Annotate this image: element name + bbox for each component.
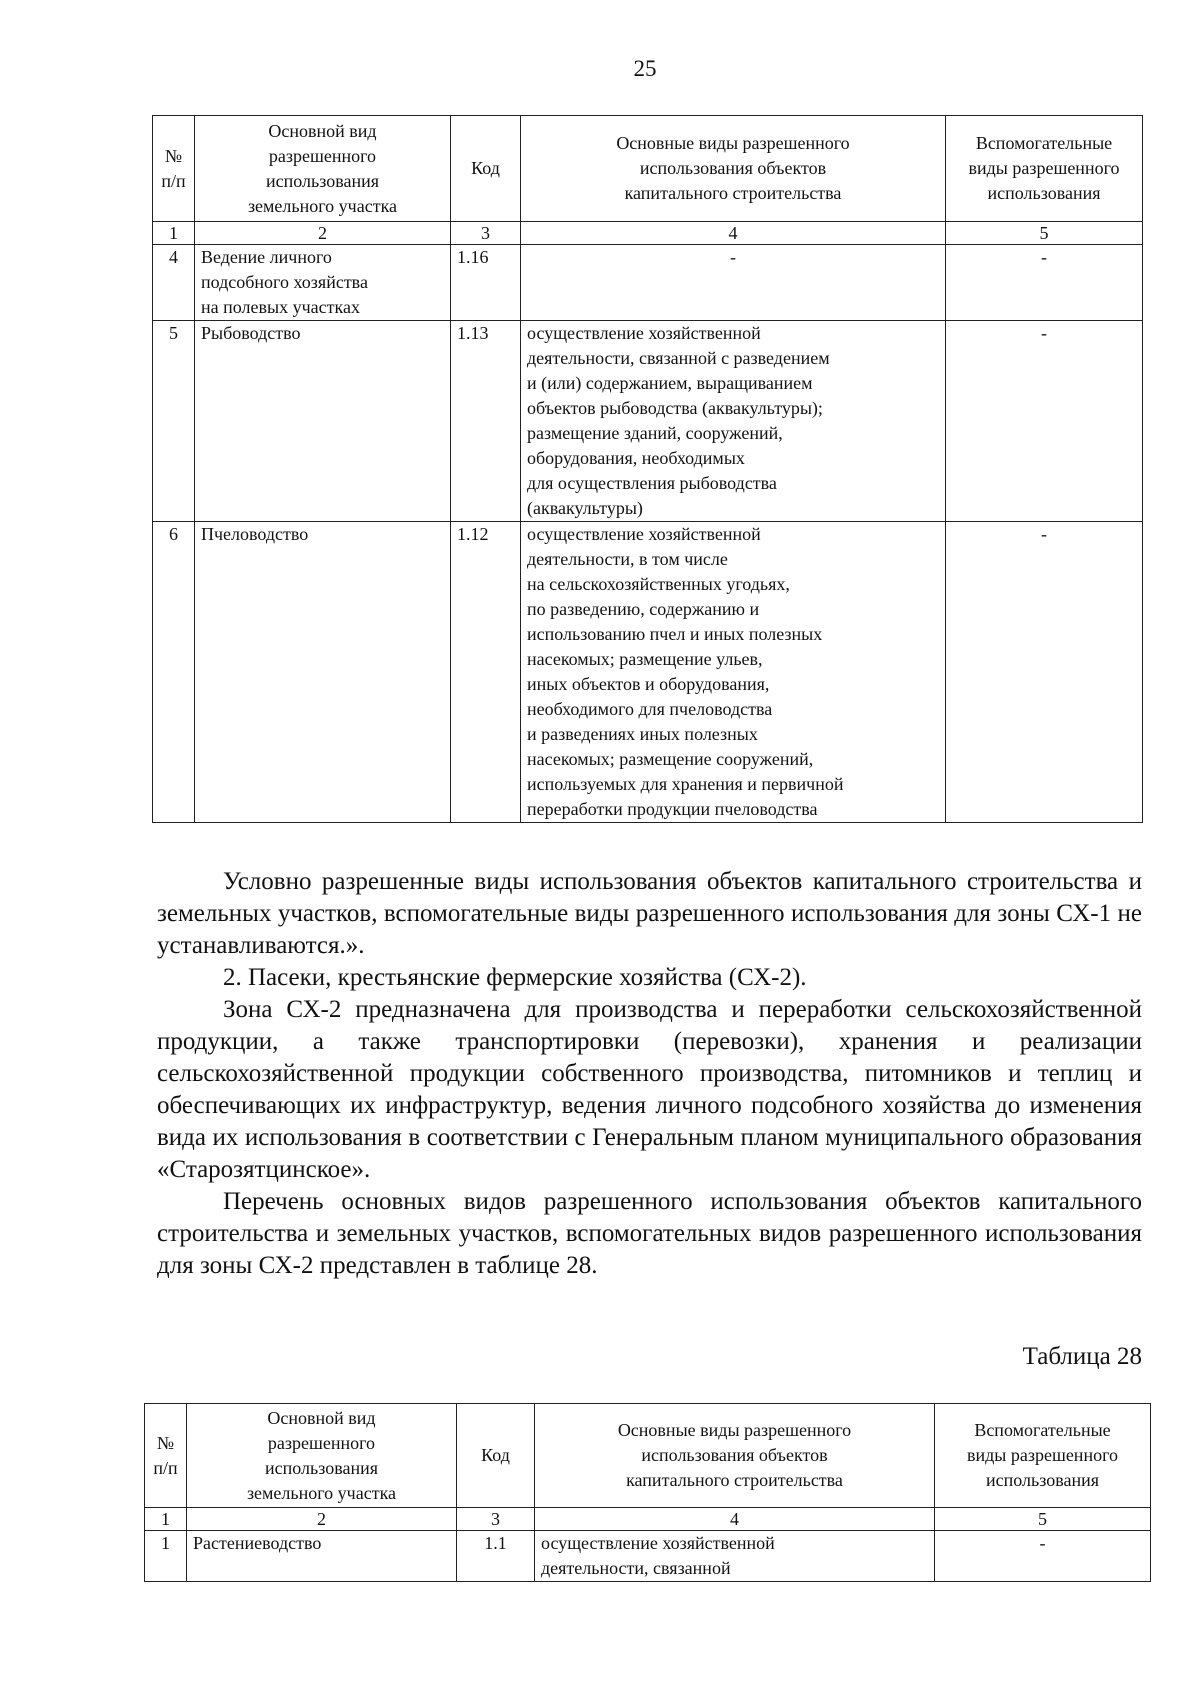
paragraph-zone-title: 2. Пасеки, крестьянские фермерские хозяйства (СХ-2). (223, 964, 807, 991)
header-number: № п/п (145, 1404, 187, 1508)
column-number: 2 (187, 1508, 457, 1531)
use-code: 1.16 (451, 245, 521, 321)
table-row (153, 522, 1143, 823)
paragraph-zone-description: Зона СХ-2 предназначена для производства и переработки сельскохозяйственной продукции, а также транспортировки (перевозки), хранения и реализации сельскохозяйственной продукции собственного производства, питомников и теплиц и обеспечивающих их инфраструктур, ведения личного подсобного хозяйства до изменения вида их использования в соответствии с Генеральным планом муниципального образования «Старозятцинское». (157, 996, 1142, 1183)
land-use-name: Растениеводство (187, 1531, 457, 1582)
header-land-use-type: Основной вид разрешенного использования земельного участка (195, 116, 451, 222)
table-caption: Таблица 28 (1022, 1343, 1142, 1370)
row-number: 4 (153, 245, 195, 321)
column-number-row (145, 1508, 1151, 1531)
auxiliary-uses: - (946, 245, 1143, 321)
use-code: 1.12 (451, 522, 521, 823)
row-number: 1 (145, 1531, 187, 1582)
main-uses: осуществление хозяйственной деятельности, в том числе на сельскохозяйственных угодьях, по разведению, содержанию и использованию пчел и иных полезных насекомых; размещение ульев, иных объектов и оборудования, необходимого для пчеловодства и разведениях иных полезных насекомых; размещение сооружений, используемых для хранения и первичной переработки продукции пчеловодства (521, 522, 946, 823)
row-number: 6 (153, 522, 195, 823)
table-row (153, 245, 1143, 321)
paragraph-conditional-uses: Условно разрешенные виды использования объектов капитального строительства и земельных участков, вспомогательные виды разрешенного использования для зоны СХ-1 не устанавливаются.». (157, 868, 1142, 959)
header-code: Код (451, 116, 521, 222)
header-number: № п/п (153, 116, 195, 222)
land-use-name: Пчеловодство (195, 522, 451, 823)
table-header-row (153, 116, 1143, 222)
body-text (157, 866, 1142, 1282)
page-number: 25 (633, 56, 657, 81)
zoning-table-continued (152, 115, 1143, 823)
table-row (153, 321, 1143, 522)
header-main-uses: Основные виды разрешенного использования объектов капитального строительства (521, 116, 946, 222)
main-uses: осуществление хозяйственной деятельности, связанной (535, 1531, 935, 1582)
header-auxiliary-uses: Вспомогательные виды разрешенного использования (935, 1404, 1151, 1508)
column-number: 5 (935, 1508, 1151, 1531)
use-code: 1.1 (457, 1531, 535, 1582)
column-number: 3 (451, 222, 521, 245)
table-header-row (145, 1404, 1151, 1508)
header-main-uses: Основные виды разрешенного использования объектов капитального строительства (535, 1404, 935, 1508)
column-number: 5 (946, 222, 1143, 245)
main-uses: осуществление хозяйственной деятельности, связанной с разведением и (или) содержанием, выращиванием объектов рыбоводства (аквакультуры); размещение зданий, сооружений, оборудования, необходимых для осуществления рыбоводства (аквакультуры) (521, 321, 946, 522)
auxiliary-uses: - (946, 522, 1143, 823)
use-code: 1.13 (451, 321, 521, 522)
column-number-row (153, 222, 1143, 245)
paragraph-table-reference: Перечень основных видов разрешенного использования объектов капитального строительства и земельных участков, вспомогательных видов разрешенного использования для зоны СХ-2 представлен в таблице 28. (157, 1188, 1142, 1279)
row-number: 5 (153, 321, 195, 522)
column-number: 4 (521, 222, 946, 245)
header-land-use-type: Основной вид разрешенного использования земельного участка (187, 1404, 457, 1508)
column-number: 2 (195, 222, 451, 245)
header-auxiliary-uses: Вспомогательные виды разрешенного использования (946, 116, 1143, 222)
column-number: 1 (145, 1508, 187, 1531)
land-use-name: Рыбоводство (195, 321, 451, 522)
table-row (145, 1531, 1151, 1582)
auxiliary-uses: - (935, 1531, 1151, 1582)
zoning-table-28 (144, 1403, 1151, 1582)
main-uses: - (521, 245, 946, 321)
column-number: 4 (535, 1508, 935, 1531)
column-number: 1 (153, 222, 195, 245)
auxiliary-uses: - (946, 321, 1143, 522)
header-code: Код (457, 1404, 535, 1508)
column-number: 3 (457, 1508, 535, 1531)
land-use-name: Ведение личного подсобного хозяйства на полевых участках (195, 245, 451, 321)
